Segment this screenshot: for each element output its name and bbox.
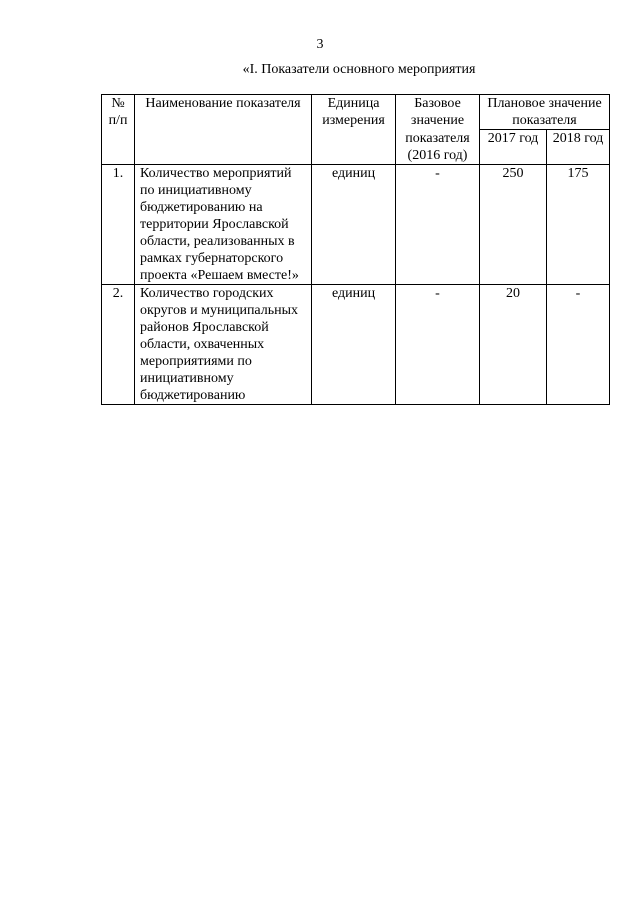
indicators-table	[101, 94, 610, 405]
header-unit: Единица измерения	[312, 95, 396, 165]
row-unit: единиц	[312, 284, 396, 404]
table-row	[102, 164, 610, 284]
header-base-top: Базовое значение	[396, 95, 480, 130]
page-number: 3	[316, 37, 324, 52]
header-year-2018: 2018 год	[547, 130, 610, 165]
section-title: «I. Показатели основного мероприятия	[242, 62, 476, 77]
row-num: 1.	[102, 164, 135, 284]
row-value-2017: 250	[480, 164, 547, 284]
row-base: -	[396, 284, 480, 404]
row-base: -	[396, 164, 480, 284]
row-value-2018: 175	[547, 164, 610, 284]
header-base-bottom: показателя (2016 год)	[396, 130, 480, 165]
row-name: Количество мероприятий по инициативному бюджетированию на территории Ярославской области, реализованных в рамках губернаторского проекта «Решаем вместе!»	[135, 164, 312, 284]
row-value-2017: 20	[480, 284, 547, 404]
header-year-2017: 2017 год	[480, 130, 547, 165]
row-unit: единиц	[312, 164, 396, 284]
table-header-row	[102, 95, 610, 130]
header-num: № п/п	[102, 95, 135, 165]
row-num: 2.	[102, 284, 135, 404]
row-name: Количество городских округов и муниципальных районов Ярославской области, охваченных мероприятиями по инициативному бюджетированию	[135, 284, 312, 404]
table-row	[102, 284, 610, 404]
row-value-2018: -	[547, 284, 610, 404]
header-name: Наименование показателя	[135, 95, 312, 165]
header-planned: Плановое значение показателя	[480, 95, 610, 130]
